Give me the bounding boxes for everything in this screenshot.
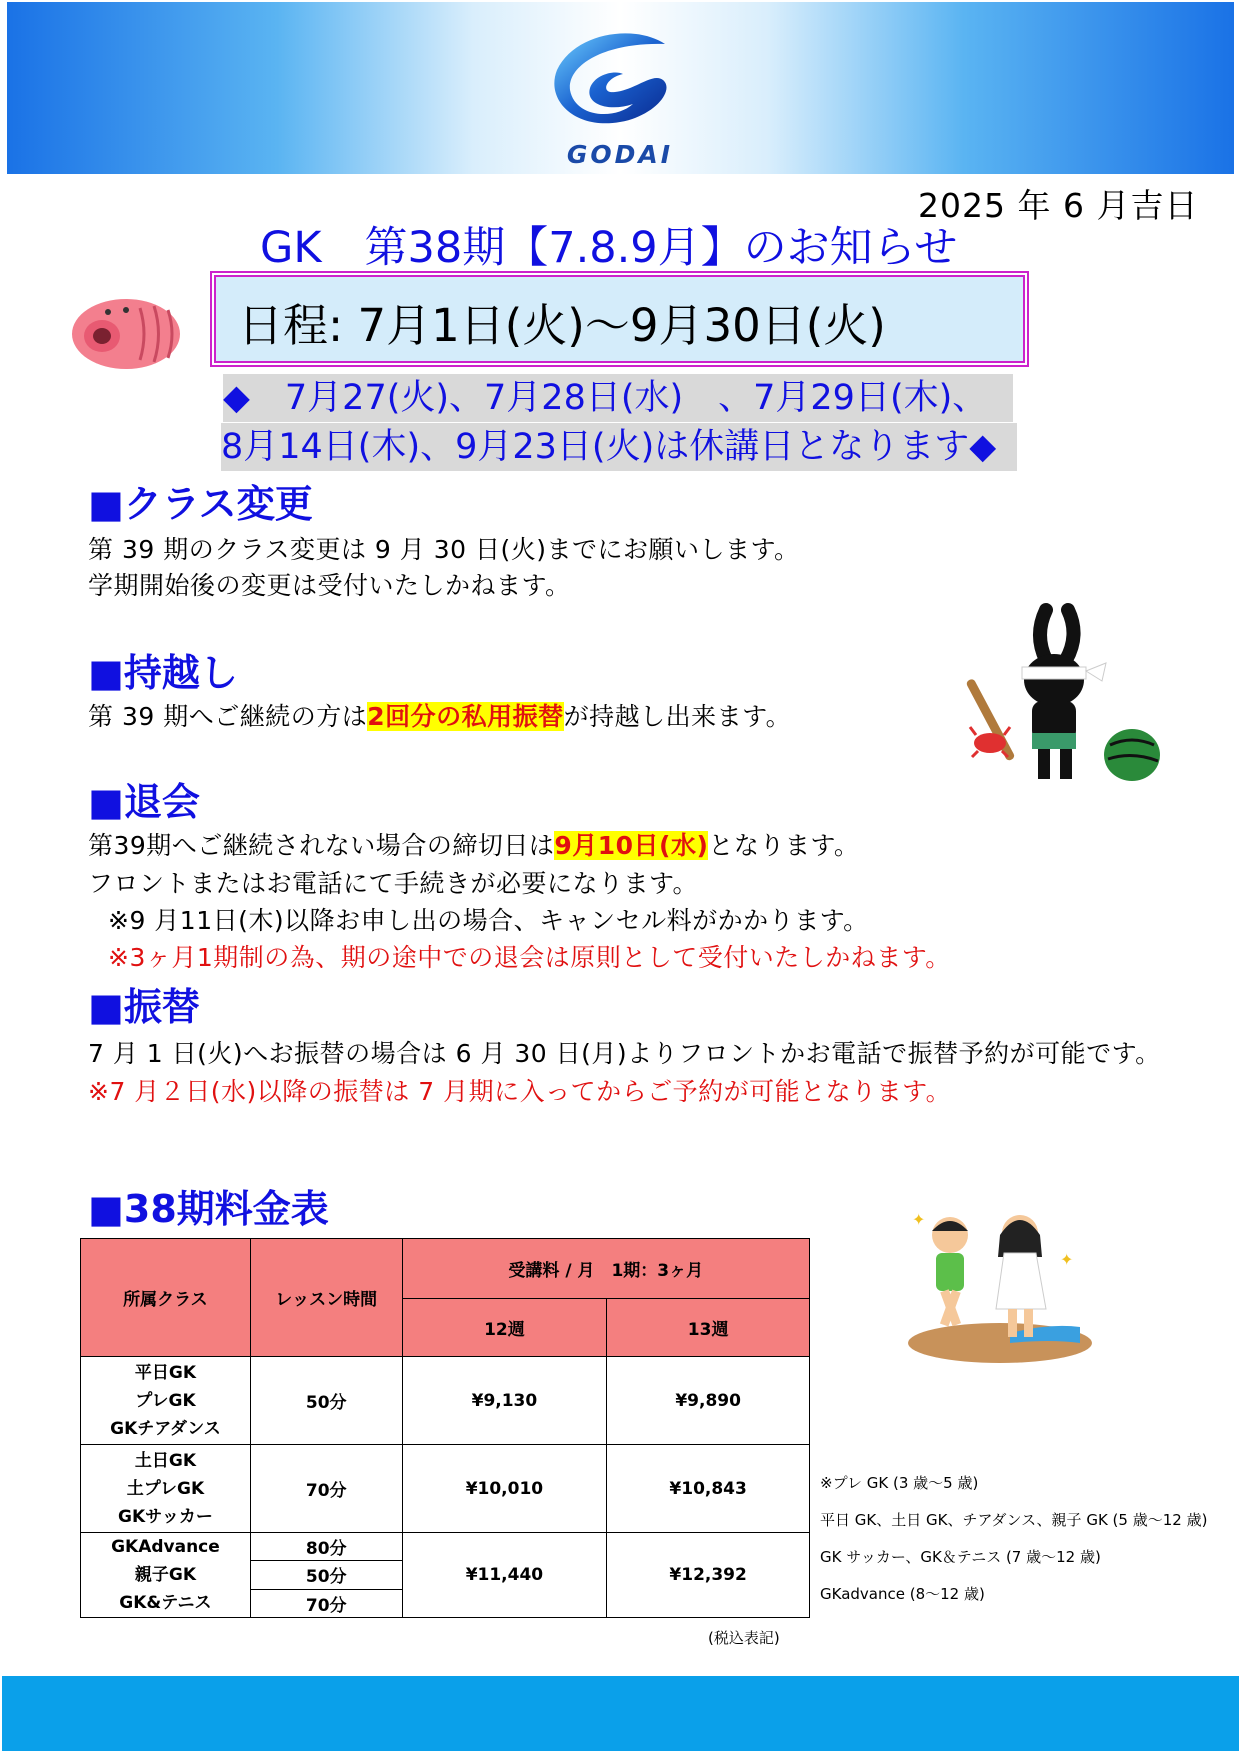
- class-name: GKサッカー: [118, 1506, 213, 1527]
- class-change-text-2: 学期開始後の変更は受付いたしかねます。: [88, 571, 571, 600]
- fee-13-cell: ¥9,890: [607, 1357, 810, 1445]
- pig-mosquito-coil-icon: [68, 296, 183, 371]
- withdrawal-text-3: ※9 月11日(木)以降お申し出の場合、キャンセル料がかかります。: [108, 906, 869, 935]
- section-heading-carryover: ■持越し: [88, 651, 238, 695]
- footer-band: [2, 1676, 1239, 1751]
- section-heading-class-change: ■クラス変更: [88, 482, 313, 526]
- withdrawal-text-4: ※3ヶ月1期制の為、期の途中での退会は原則として受付いたしかねます。: [108, 943, 951, 972]
- withdrawal-text-post: となります。: [708, 831, 860, 860]
- class-name: 土プレGK: [126, 1478, 205, 1499]
- class-name: 平日GK: [134, 1362, 196, 1383]
- header-12-weeks: 12週: [402, 1299, 607, 1357]
- withdrawal-deadline-highlight: 9月10日(水): [554, 831, 709, 860]
- time-cell: 50分: [250, 1357, 402, 1445]
- transfer-text-2: ※7 月２日(水)以降の振替は 7 月期に入ってからご予約が可能となります。: [88, 1077, 952, 1106]
- class-cell: [81, 1357, 251, 1445]
- table-row: [81, 1357, 810, 1445]
- table-row: [81, 1445, 810, 1533]
- godai-logo-icon: [545, 30, 695, 140]
- section-heading-transfer: ■振替: [88, 985, 200, 1029]
- svg-text:✦: ✦: [912, 1210, 926, 1229]
- age-note: GKadvance (8～12 歳): [820, 1585, 985, 1603]
- godai-logo: [545, 30, 695, 172]
- carryover-text-post: が持越し出来ます。: [563, 702, 792, 731]
- fee-13-cell: ¥12,392: [607, 1533, 810, 1618]
- holiday-notice-line-2: 8月14日(木)、9月23日(火)は休講日となります◆: [221, 423, 1017, 471]
- carryover-text: [88, 697, 791, 733]
- rabbit-watermelon-split-icon: [968, 605, 1168, 785]
- time-cell: 80分: [250, 1533, 402, 1561]
- carryover-text-pre: 第 39 期へご継続の方は: [88, 702, 368, 731]
- class-name: GKAdvance: [111, 1537, 220, 1557]
- header-fee: 受講料 / 月 1期：3ヶ月: [402, 1239, 809, 1299]
- table-row: [81, 1533, 810, 1561]
- age-note: ※プレ GK (3 歳～5 歳): [820, 1474, 979, 1492]
- svg-text:✦: ✦: [1060, 1250, 1074, 1269]
- schedule-box: [214, 275, 1025, 363]
- fee-12-cell: ¥11,440: [402, 1533, 607, 1618]
- transfer-text-1: 7 月 1 日(火)へお振替の場合は 6 月 30 日(月)よりフロントかお電話で振替予約が可能です。: [88, 1039, 1161, 1068]
- issue-date: 2025 年 6 月吉日: [918, 186, 1199, 225]
- class-name: GKチアダンス: [110, 1418, 221, 1439]
- header-13-weeks: 13週: [607, 1299, 810, 1357]
- header-lesson-time: レッスン時間: [250, 1239, 402, 1357]
- fee-table: [80, 1238, 810, 1618]
- class-cell: [81, 1533, 251, 1618]
- header-class: 所属クラス: [81, 1239, 251, 1357]
- withdrawal-text-pre: 第39期へご継続されない場合の締切日は: [88, 831, 555, 860]
- fee-12-cell: ¥9,130: [402, 1357, 607, 1445]
- time-cell: 50分: [250, 1561, 402, 1589]
- time-cell: 70分: [250, 1589, 402, 1617]
- tax-note: (税込表記): [708, 1629, 780, 1647]
- class-name: GK&テニス: [119, 1593, 212, 1613]
- age-note: GK サッカー、GK＆テニス (7 歳～12 歳): [820, 1548, 1101, 1566]
- class-cell: [81, 1445, 251, 1533]
- class-name: プレGK: [135, 1390, 196, 1411]
- class-name: 土日GK: [134, 1450, 196, 1471]
- fee-12-cell: ¥10,010: [402, 1445, 607, 1533]
- section-heading-withdrawal: ■退会: [88, 780, 200, 824]
- class-change-text-1: 第 39 期のクラス変更は 9 月 30 日(火)までにお願いします。: [88, 535, 800, 564]
- withdrawal-text-1: [88, 826, 859, 862]
- holiday-notice-line-1: ◆ 7月27(火)、7月28日(水) 、7月29日(木)、: [223, 374, 1013, 422]
- kids-beach-icon: [900, 1205, 1090, 1365]
- time-cell: 70分: [250, 1445, 402, 1533]
- page-title: GK 第38期【7.8.9月】のお知らせ: [260, 223, 958, 273]
- class-name: 親子GK: [134, 1565, 196, 1585]
- logo-text: GODAI: [566, 140, 674, 169]
- carryover-highlight: 2回分の私用振替: [367, 702, 564, 731]
- age-note: 平日 GK、土日 GK、チアダンス、親子 GK (5 歳～12 歳): [820, 1511, 1208, 1529]
- withdrawal-text-2: フロントまたはお電話にて手続きが必要になります。: [88, 869, 699, 898]
- section-heading-fee-table: ■38期料金表: [88, 1187, 329, 1231]
- schedule-text: 日程: 7月1日(火)～9月30日(火): [238, 299, 886, 352]
- age-notes: [820, 1465, 1207, 1613]
- fee-13-cell: ¥10,843: [607, 1445, 810, 1533]
